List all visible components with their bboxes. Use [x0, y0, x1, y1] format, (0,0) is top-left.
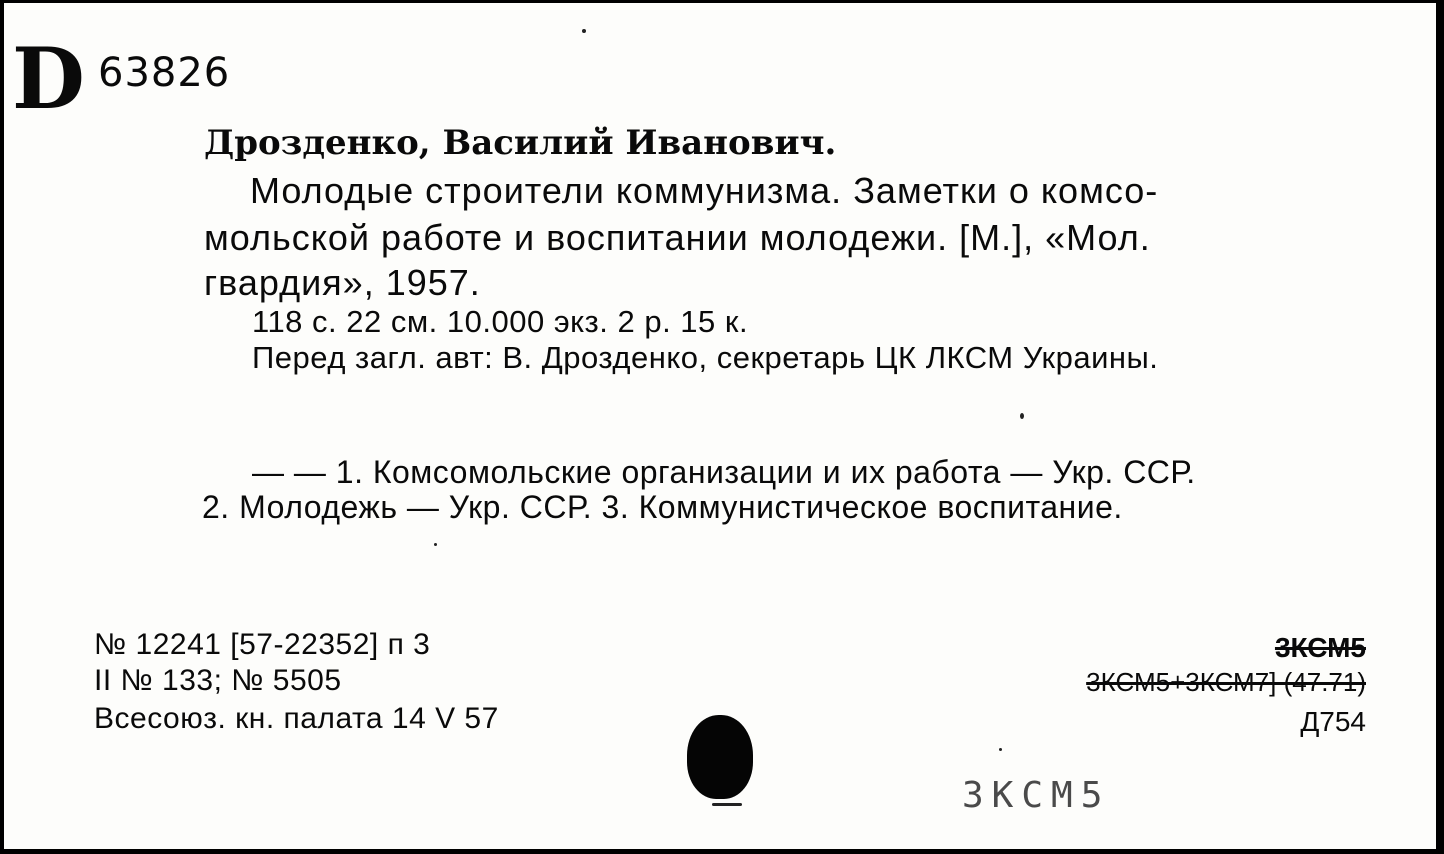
physical-description: 118 с. 22 см. 10.000 экз. 2 р. 15 к. [252, 304, 749, 339]
speck [434, 543, 437, 546]
title-line-1: Молодые строители коммунизма. Заметки о комсо- [250, 170, 1159, 211]
subjects-line-2: 2. Молодежь — Укр. ССР. 3. Коммунистическое воспитание. [202, 489, 1123, 525]
footer-line-3: Всесоюз. кн. палата 14 V 57 [94, 702, 499, 735]
author-heading: Дрозденко, Василий Иванович. [204, 123, 837, 163]
footer-line-2: II № 133; № 5505 [94, 664, 342, 697]
speck [1020, 413, 1024, 419]
punch-hole [687, 715, 753, 799]
code-struck-1: 3КСМ5 [1274, 632, 1366, 663]
call-letter: D [12, 29, 83, 128]
title-line-2: мольской работе и воспитании молодежи. [М.], «Мол. [204, 217, 1151, 258]
footer-line-1: № 12241 [57-22352] п 3 [94, 628, 431, 661]
subjects-line-1: — — 1. Комсомольские организации и их работа — Укр. ССР. [252, 454, 1196, 490]
speck [999, 748, 1002, 751]
call-number: 63826 [98, 50, 231, 96]
handwritten-mark: 3КСМ5 [962, 775, 1111, 816]
speck [712, 803, 742, 806]
code-struck-2: 3КСМ5+3КСМ7] (47.71) [1086, 667, 1366, 697]
title-line-3: гвардия», 1957. [204, 262, 481, 303]
code-shelf: Д754 [1300, 706, 1366, 737]
speck [582, 29, 586, 33]
title-note: Перед загл. авт: В. Дрозденко, секретарь ЦК ЛКСМ Украины. [252, 340, 1159, 375]
